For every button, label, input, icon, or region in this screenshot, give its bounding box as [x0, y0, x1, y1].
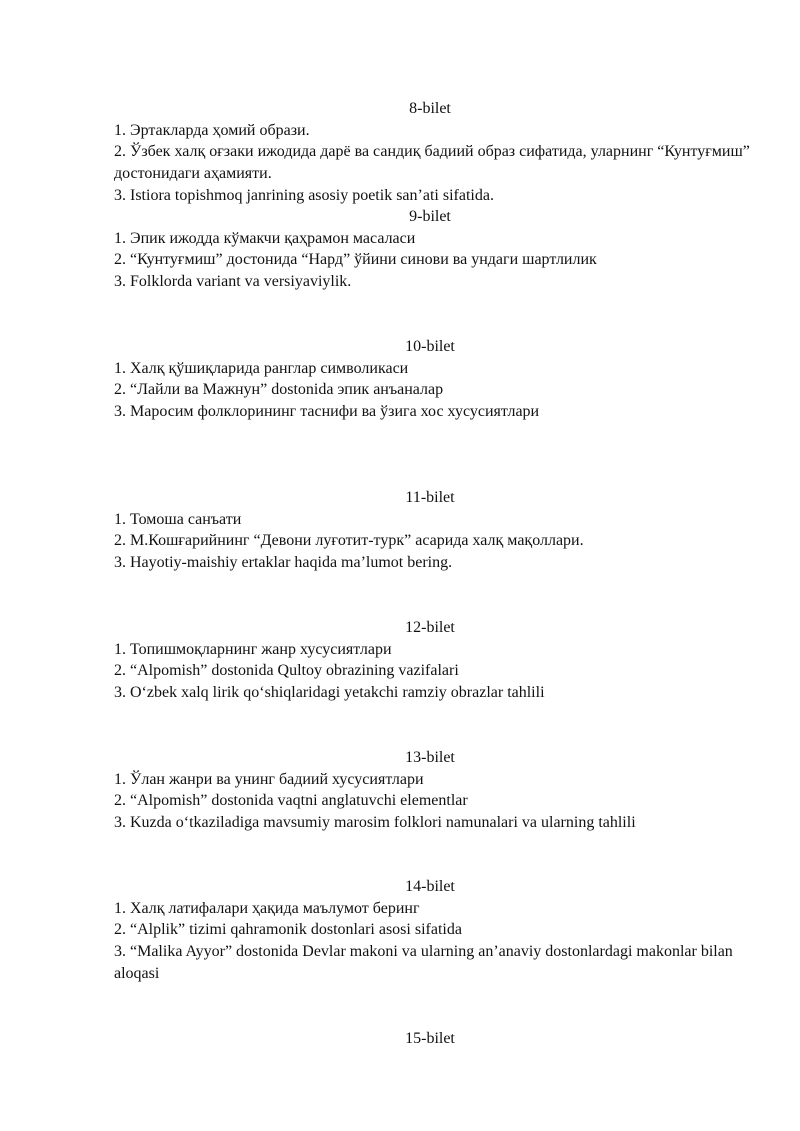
question-1: 1. Халқ қўшиқларида ранглар символикаси	[114, 359, 409, 377]
ticket-15	[114, 1028, 754, 1050]
question-2: 2. “Alpomish” dostonida Qultoy obrazining vazifalari	[114, 662, 459, 680]
question-1: 1. Эпик ижодда кўмакчи қаҳрамон масаласи	[114, 229, 416, 247]
question-3: 3. O‘zbek xalq lirik qo‘shiqlaridagi yetakchi ramziy obrazlar tahlili	[114, 684, 545, 702]
question-3: 3. Kuzda o‘tkaziladiga mavsumiy marosim folklori namunalari va ularning tahlili	[114, 814, 636, 832]
question-2: 2. “Лайли ва Мажнун” dostonida эпик анъаналар	[114, 381, 444, 399]
question-1: 1. Ўлан жанри ва унинг бадиий хусусиятлари	[114, 770, 424, 788]
question-3: 3. Folklorda variant va versiyaviylik.	[114, 273, 352, 291]
ticket-13	[114, 747, 754, 834]
ticket-11	[114, 487, 754, 574]
ticket-title: 12-bilet	[405, 619, 455, 636]
question-1: 1. Халқ латифалари ҳақида маълумот беринг	[114, 899, 420, 917]
ticket-title: 9-bilet	[409, 208, 451, 225]
ticket-title: 15-bilet	[405, 1030, 455, 1047]
ticket-10	[114, 336, 754, 423]
ticket-title: 11-bilet	[405, 489, 455, 506]
ticket-12	[114, 617, 754, 704]
question-2: 2. “Alpomish” dostonida vaqtni anglatuvchi elementlar	[114, 792, 468, 810]
question-1: 1. Томоша санъати	[114, 510, 242, 528]
question-1: 1. Эртакларда ҳомий образи.	[114, 121, 310, 139]
question-3: 3. Маросим фолклорининг таснифи ва ўзига хос хусусиятлари	[114, 403, 540, 421]
ticket-title: 14-bilet	[405, 878, 455, 895]
ticket-9	[114, 206, 754, 293]
question-2: 2. М.Кошғарийнинг “Девони луғотит-турк” асарида халқ мақоллари.	[114, 532, 584, 550]
question-3: 3. Istiora topishmoq janrining asosiy poetik san’ati sifatida.	[114, 186, 494, 204]
question-3: 3. “Malika Ayyor” dostonida Devlar makoni va ularning an’anaviy dostonlardagi makonlar bilan aloqasi	[114, 943, 733, 982]
ticket-8	[114, 98, 754, 207]
ticket-title: 13-bilet	[405, 749, 455, 766]
question-2: 2. “Кунтуғмиш” достонида “Нард” ўйини синови ва ундаги шартлилик	[114, 251, 597, 269]
question-2: 2. “Alplik” tizimi qahramonik dostonlari asosi sifatida	[114, 921, 462, 939]
ticket-14	[114, 876, 754, 985]
question-2: 2. Ўзбек халқ оғзаки ижодида дарё ва сандиқ бадиий образ сифатида, уларнинг “Кунтуғмиш” достонидаги аҳамияти.	[114, 143, 750, 183]
ticket-title: 8-bilet	[409, 100, 451, 117]
question-1: 1. Топишмоқларнинг жанр хусусиятлари	[114, 640, 392, 658]
ticket-title: 10-bilet	[405, 338, 455, 355]
question-3: 3. Hayotiy-maishiy ertaklar haqida ma’lumot bering.	[114, 554, 453, 572]
